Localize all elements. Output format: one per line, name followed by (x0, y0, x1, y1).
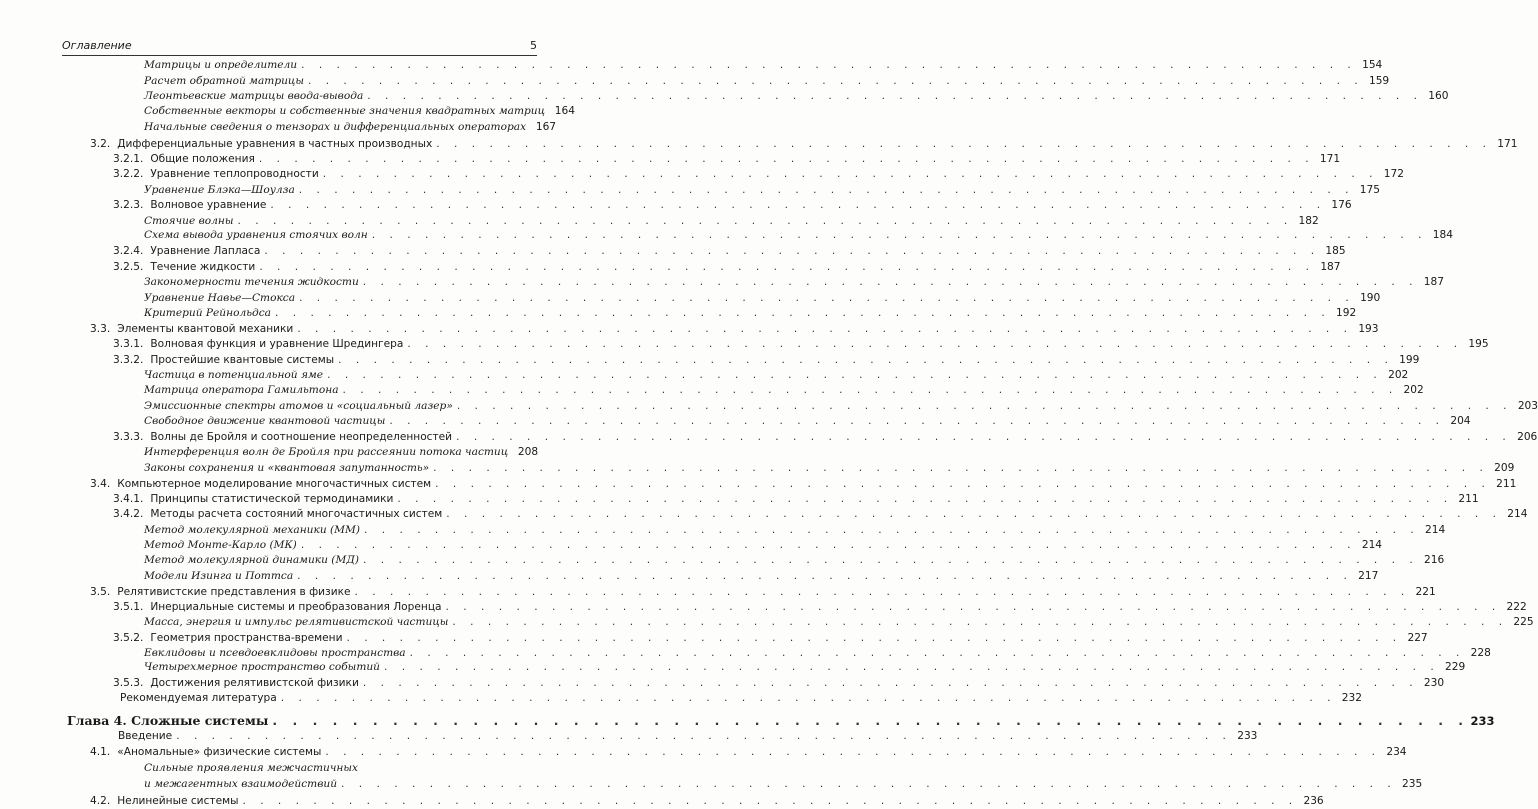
running-head-title: Оглавление (62, 39, 132, 52)
dot-leader: . . . . . . . . . . . . . . . . . . . . . . . . . . . . . . . . . . . . . . . . . . . . . . . . . . . . . . . . . . . . (297, 323, 1353, 335)
entry-title: Волновая функция и уравнение Шредингера (150, 338, 404, 350)
toc-entry[interactable] (144, 89, 1449, 104)
section-number: 3.3.1. (113, 338, 144, 350)
toc-entry[interactable] (144, 104, 576, 119)
entry-page-number: 221 (1415, 586, 1436, 598)
dot-leader: . . . . . . . . . . . . . . . . . . . . . . . . . . . . . . . . . . . . . . . . . . . . . . . . . . . . . . . . . . . . (325, 746, 1381, 758)
entry-page-number: 206 (1517, 431, 1538, 443)
section-number: 3.2.3. (113, 199, 144, 211)
section-number: 4.2. (90, 795, 111, 807)
entry-page-number: 171 (1497, 138, 1518, 150)
toc-entry[interactable] (90, 137, 1518, 152)
entry-title: Свободное движение квантовой частицы (144, 415, 386, 427)
toc-entry[interactable] (90, 477, 1517, 492)
entry-page-number: 171 (1319, 153, 1341, 165)
entry-title: Дифференциальные уравнения в частных производных (117, 138, 433, 150)
entry-title: Инерциальные системы и преобразования Лоренца (150, 601, 442, 613)
dot-leader: . . . . . . . . . . . . . . . . . . . . . . . . . . . . . . . . . . . . . . . . . . . . . . . . . . . . . . . . . . . . (242, 795, 1298, 807)
entry-title: Расчет обратной матрицы (144, 75, 304, 87)
section-number: 3.3. (90, 323, 111, 335)
section-number: 3.5.3. (113, 677, 144, 689)
dot-leader: . . . . . . . . . . . . . . . . . . . . . . . . . . . . . . . . . . . . . . . . . . . . . . . . . . . . . . . . . . . . (452, 616, 1508, 628)
entry-page-number: 175 (1359, 184, 1380, 196)
entry-title: Собственные векторы и собственные значения квадратных матриц (144, 105, 546, 117)
entry-title: Законы сохранения и «квантовая запутанность» (144, 462, 430, 474)
toc-entry[interactable] (90, 585, 1436, 600)
toc-entry[interactable] (144, 399, 1538, 414)
entry-title: и межагентных взаимодействий (144, 778, 338, 790)
entry-title: Уравнение Навье—Стокса (144, 292, 296, 304)
toc-entry[interactable] (144, 183, 1380, 198)
entry-page-number: 167 (535, 121, 557, 133)
dot-leader: . . . . . . . . . . . . . . . . . . . . . . . . . . . . . . . . . . . . . . . . . . . . . . . . . . . . . . . . . . . . (362, 677, 1419, 689)
entry-title: Эмиссионные спектры атомов и «социальный лазер» (144, 400, 453, 412)
dot-leader: . . . . . . . . . . . . . . . . . . . . . . . . . . . . . . . . . . . . . . . . . . . . . . . . . . . . . . . . . . . . (363, 524, 1420, 536)
section-number: 3.5.1. (113, 601, 144, 613)
section-number: 3.5.2. (113, 632, 144, 644)
dot-leader: . . . . . . . . . . . . . . . . . . . . . . . . . . . . . . . . . . . . . . . . . . . . . . . . . . . . . . . . . . . . (367, 90, 1423, 102)
toc-entry[interactable] (144, 523, 1446, 538)
toc-entry[interactable] (144, 660, 1466, 675)
entry-title: Нелинейные системы (117, 795, 239, 807)
toc-entry[interactable] (144, 777, 1423, 792)
entry-title: Достижения релятивистской физики (150, 677, 359, 689)
entry-page-number: 185 (1325, 245, 1346, 257)
toc-entry[interactable] (144, 383, 1424, 398)
toc-entry[interactable] (144, 761, 537, 776)
dot-leader: . . . . . . . . . . . . . . . . . . . . . . . . . . . . . . . . . . . . . . . . . . . . . . . . . . . . . . . . . . . . (307, 75, 1364, 87)
dot-leader: . . . . . . . . . . . . . . . . . . . . . . . . . . . . . . . . . . . . . . . . . . . . . . . . . . . . . . . . . . . . (301, 59, 1357, 71)
entry-page-number: 232 (1341, 692, 1363, 704)
entry-page-number: 184 (1432, 229, 1454, 241)
section-number: 3.2.1. (113, 153, 144, 165)
toc-entry[interactable] (113, 492, 1479, 507)
entry-title: Матрица оператора Гамильтона (144, 384, 339, 396)
toc-entry[interactable] (144, 414, 1471, 429)
dot-leader: . . . . . . . . . . . . . . . . . . . . . . . . . . . . . . . . . . . . . . . . . . . . . . . . . . . . . . . . . . . . (409, 647, 1465, 659)
dot-leader: . . . . . . . . . . . . . . . . . . . . . . . . . . . . . . . . . . . . . . . . . . . . . . . . . . . . . . . . . . . . (322, 168, 1378, 180)
entry-title: Закономерности течения жидкости (144, 276, 359, 288)
entry-page-number: 228 (1470, 647, 1491, 659)
entry-title: Течение жидкости (150, 261, 256, 273)
dot-leader: . . . . . . . . . . . . . . . . . . . . . . . . . . . . . . . . . . . . . . . . . . . . . . . . . . . . . . . . . . . . (259, 261, 1315, 273)
toc-entry[interactable] (118, 729, 1258, 744)
entry-page-number: 233 (1237, 730, 1258, 742)
entry-page-number: 222 (1506, 601, 1527, 613)
toc-entry[interactable] (144, 228, 1454, 243)
entry-title: Уравнение Блэка—Шоулза (144, 184, 295, 196)
entry-title: Компьютерное моделирование многочастичных систем (117, 478, 432, 490)
toc-entry[interactable] (90, 322, 1379, 337)
entry-page-number: 202 (1388, 369, 1409, 381)
entry-page-number: 182 (1298, 215, 1319, 227)
entry-page-number: 202 (1403, 384, 1424, 396)
toc-entry[interactable] (113, 631, 1428, 646)
toc-entry[interactable] (113, 198, 1352, 213)
dot-leader: . . . . . . . . . . . . . . . . . . . . . . . . . . . . . . . . . . . . . . . . . . . . . . . . . . . . . . . . . . . . (342, 384, 1398, 396)
section-number: 3.4. (90, 478, 111, 490)
section-number: 3.3.3. (113, 431, 144, 443)
dot-leader: . . . . . . . . . . . . . . . . . . . . . . . . . . . . . . . . . . . . . . . . . . . . . . . . . . . . . . . . . . . . (433, 462, 1489, 474)
entry-page-number: 208 (517, 446, 539, 458)
entry-page-number: 159 (1368, 75, 1390, 87)
dot-leader: . . . . . . . . . . . . . . . . . . . . . . . . . . . . . . . . . . . . . . . . . . . . . . . . . . . . . . . . . . . . (456, 431, 1512, 443)
entry-page-number: 211 (1458, 493, 1479, 505)
toc-entry[interactable] (144, 538, 1383, 553)
entry-title: Глава 4. Сложные системы (67, 713, 269, 728)
dot-leader: . . . . . . . . . . . . . . . . . . . . . . . . . . . . . . . . . . . . . . . . . . . . . . . . . . . . . . . . . . . . (270, 199, 1326, 211)
entry-title: Метод Монте-Карло (МК) (144, 539, 297, 551)
dot-leader: . . . . . . . . . . . . . . . . . . . . . . . . . . . . . . . . . . . . . . . . . . . . . . . . . . . . . . . . . . . . (280, 692, 1337, 704)
entry-page-number: 214 (1424, 524, 1446, 536)
dot-leader: . . . . . . . . . . . . . . . . . . . . . . . . . . . . . . . . . . . . . . . . . . . . . . . . . . . . . . . . . . . . (397, 493, 1453, 505)
entry-page-number: 192 (1335, 307, 1357, 319)
entry-page-number: 164 (554, 105, 576, 117)
toc-entry[interactable] (113, 600, 1527, 615)
dot-leader: . . . . . . . . . . . . . . . . . . . . . . . . . . . . . . . . . . . . . . . . . . . . . . . . . . . . . . . . . . . . (327, 369, 1383, 381)
entry-page-number: 236 (1303, 795, 1324, 807)
toc-entry[interactable] (113, 244, 1346, 259)
dot-leader: . . . . . . . . . . . . . . . . . . . . . . . . . . . . . . . . . . . . . . . . . . . . . . . . . . . . . . . . . . . . (446, 508, 1502, 520)
entry-title: Волны де Бройля и соотношение неопределенностей (150, 431, 453, 443)
section-number: 3.2.4. (113, 245, 144, 257)
dot-leader: . . . . . . . . . . . . . . . . . . . . . . . . . . . . . . . . . . . . . . . . . . . . . . . . . . . . . . . . . . . . (258, 153, 1315, 165)
entry-title: Начальные сведения о тензорах и дифференциальных операторах (144, 121, 527, 133)
entry-title: Леонтьевские матрицы ввода-вывода (144, 90, 364, 102)
dot-leader: . . . . . . . . . . . . . . . . . . . . . . . . . . . . . . . . . . . . . . . . . . . . . . . . . . . . . . . . . . . . (264, 245, 1320, 257)
entry-title: Элементы квантовой механики (117, 323, 294, 335)
toc-entry[interactable] (113, 353, 1420, 368)
entry-page-number: 193 (1358, 323, 1379, 335)
entry-title: Сильные проявления межчастичных (144, 762, 359, 774)
toc-entry[interactable] (113, 430, 1538, 445)
entry-page-number: 204 (1450, 415, 1471, 427)
dot-leader: . . . . . . . . . . . . . . . . . . . . . . . . . . . . . . . . . . . . . . . . . . . . . . . . . . . . . . . . . . . . (272, 713, 1469, 728)
entry-page-number: 209 (1494, 462, 1515, 474)
entry-page-number: 225 (1513, 616, 1534, 628)
toc-entry[interactable] (144, 275, 1445, 290)
toc-entry[interactable] (113, 676, 1445, 691)
dot-leader: . . . . . . . . . . . . . . . . . . . . . . . . . . . . . . . . . . . . . . . . . . . . . . . . . . . . . . . . . . . . (176, 730, 1232, 742)
entry-page-number: 203 (1517, 400, 1538, 412)
dot-leader: . . . . . . . . . . . . . . . . . . . . . . . . . . . . . . . . . . . . . . . . . . . . . . . . . . . . . . . . . . . . (456, 400, 1513, 412)
section-number: 3.2. (90, 138, 111, 150)
dot-leader: . . . . . . . . . . . . . . . . . . . . . . . . . . . . . . . . . . . . . . . . . . . . . . . . . . . . . . . . . . . . (389, 415, 1445, 427)
entry-page-number: 176 (1331, 199, 1352, 211)
entry-page-number: 214 (1361, 539, 1383, 551)
entry-page-number: 227 (1407, 632, 1428, 644)
section-number: 3.2.5. (113, 261, 144, 273)
toc-entry[interactable] (113, 337, 1489, 352)
dot-leader: . . . . . . . . . . . . . . . . . . . . . . . . . . . . . . . . . . . . . . . . . . . . . . . . . . . . . . . . . . . . (338, 354, 1394, 366)
toc-entry[interactable] (113, 152, 1341, 167)
entry-page-number: 233 (1470, 714, 1495, 728)
dot-leader: . . . . . . . . . . . . . . . . . . . . . . . . . . . . . . . . . . . . . . . . . . . . . . . . . . . . . . . . . . . . (435, 478, 1491, 490)
dot-leader: . . . . . . . . . . . . . . . . . . . . . . . . . . . . . . . . . . . . . . . . . . . . . . . . . . . . . . . . . . . . (299, 292, 1355, 304)
entry-title: Модели Изинга и Поттса (144, 570, 294, 582)
dot-leader: . . . . . . . . . . . . . . . . . . . . . . . . . . . . . . . . . . . . . . . . . . . . . . . . . . . . . . . . . . . . (371, 229, 1428, 241)
entry-page-number: 160 (1428, 90, 1449, 102)
dot-leader: . . . . . . . . . . . . . . . . . . . . . . . . . . . . . . . . . . . . . . . . . . . . . . . . . . . . . . . . . . . . (436, 138, 1492, 150)
dot-leader: . . . . . . . . . . . . . . . . . . . . . . . . . . . . . . . . . . . . . . . . . . . . . . . . . . . . . . . . . . . . (298, 184, 1354, 196)
toc-entry[interactable] (113, 260, 1341, 275)
entry-title: Введение (118, 730, 173, 742)
dot-leader: . . . . . . . . . . . . . . . . . . . . . . . . . . . . . . . . . . . . . . . . . . . . . . . . . . . . . . . . . . . . (362, 276, 1419, 288)
dot-leader: . . . . . . . . . . . . . . . . . . . . . . . . . . . . . . . . . . . . . . . . . . . . . . . . . . . . . . . . . . . . (237, 215, 1293, 227)
entry-title: Уравнение теплопроводности (150, 168, 319, 180)
entry-title: Метод молекулярной динамики (МД) (144, 554, 360, 566)
entry-page-number: 190 (1360, 292, 1381, 304)
entry-title: Евклидовы и псевдоевклидовы пространства (144, 647, 406, 659)
entry-page-number: 187 (1423, 276, 1445, 288)
section-number: 3.4.1. (113, 493, 144, 505)
section-number: 3.3.2. (113, 354, 144, 366)
dot-leader: . . . . . . . . . . . . . . . . . . . . . . . . . . . . . . . . . . . . . . . . . . . . . . . . . . . . . . . . . . . . (354, 586, 1410, 598)
toc-entry[interactable] (144, 646, 1491, 661)
toc-entry[interactable] (90, 794, 1324, 809)
toc-entry[interactable] (144, 615, 1534, 630)
section-number: 3.4.2. (113, 508, 144, 520)
entry-title: Рекомендуемая литература (120, 692, 277, 704)
toc-entry[interactable] (144, 58, 1383, 73)
entry-title: Схема вывода уравнения стоячих волн (144, 229, 368, 241)
toc-entry[interactable] (144, 214, 1319, 229)
dot-leader: . . . . . . . . . . . . . . . . . . . . . . . . . . . . . . . . . . . . . . . . . . . . . . . . . . . . . . . . . . . . (445, 601, 1501, 613)
entry-title: Четырехмерное пространство событий (144, 661, 381, 673)
entry-page-number: 199 (1399, 354, 1420, 366)
entry-title: Релятивистские представления в физике (117, 586, 351, 598)
entry-page-number: 172 (1383, 168, 1404, 180)
entry-title: Критерий Рейнольдса (144, 307, 271, 319)
entry-page-number: 154 (1362, 59, 1383, 71)
entry-title: Частица в потенциальной яме (144, 369, 324, 381)
toc-entry[interactable] (120, 691, 1363, 706)
entry-title: Принципы статистической термодинамики (150, 493, 394, 505)
entry-title: Интерференция волн де Бройля при рассеянии потока частиц (144, 446, 509, 458)
section-number: 3.2.2. (113, 168, 144, 180)
entry-title: Простейшие квантовые системы (150, 354, 335, 366)
entry-page-number: 235 (1402, 778, 1423, 790)
dot-leader: . . . . . . . . . . . . . . . . . . . . . . . . . . . . . . . . . . . . . . . . . . . . . . . . . . . . . . . . . . . . (297, 570, 1353, 582)
entry-page-number: 234 (1386, 746, 1407, 758)
dot-leader: . . . . . . . . . . . . . . . . . . . . . . . . . . . . . . . . . . . . . . . . . . . . . . . . . . . . . . . . . . . . (346, 632, 1402, 644)
dot-leader: . . . . . . . . . . . . . . . . . . . . . . . . . . . . . . . . . . . . . . . . . . . . . . . . . . . . . . . . . . . . (384, 661, 1440, 673)
entry-title: Метод молекулярной механики (ММ) (144, 524, 360, 536)
toc-entry[interactable] (90, 745, 1407, 760)
entry-title: Геометрия пространства-времени (150, 632, 343, 644)
dot-leader: . . . . . . . . . . . . . . . . . . . . . . . . . . . . . . . . . . . . . . . . . . . . . . . . . . . . . . . . . . . . (363, 554, 1419, 566)
entry-title: Волновое уравнение (150, 199, 267, 211)
entry-page-number: 195 (1468, 338, 1489, 350)
toc-entry[interactable] (144, 291, 1381, 306)
section-number: 3.5. (90, 586, 111, 598)
entry-title: Методы расчета состояний многочастичных систем (150, 508, 443, 520)
entry-page-number: 216 (1424, 554, 1445, 566)
page-number: 5 (530, 39, 537, 52)
toc-entry[interactable] (67, 713, 1495, 728)
entry-page-number: 214 (1507, 508, 1528, 520)
dot-leader: . . . . . . . . . . . . . . . . . . . . . . . . . . . . . . . . . . . . . . . . . . . . . . . . . . . . . . . . . . . . (300, 539, 1357, 551)
section-number: 4.1. (90, 746, 111, 758)
entry-page-number: 229 (1445, 661, 1466, 673)
entry-title: Уравнение Лапласа (150, 245, 261, 257)
entry-page-number: 230 (1423, 677, 1445, 689)
entry-title: Матрицы и определители (144, 59, 298, 71)
running-head (62, 37, 537, 56)
toc-entry[interactable] (144, 368, 1409, 383)
dot-leader: . . . . . . . . . . . . . . . . . . . . . . . . . . . . . . . . . . . . . . . . . . . . . . . . . . . . . . . . . . . . (407, 338, 1463, 350)
dot-leader: . . . . . . . . . . . . . . . . . . . . . . . . . . . . . . . . . . . . . . . . . . . . . . . . . . . . . . . . . . . . (274, 307, 1331, 319)
entry-title: Общие положения (150, 153, 255, 165)
dot-leader: . . . . . . . . . . . . . . . . . . . . . . . . . . . . . . . . . . . . . . . . . . . . . . . . . . . . . . . . . . . . (341, 778, 1397, 790)
toc-entry[interactable] (144, 445, 537, 460)
entry-title: Масса, энергия и импульс релятивистской частицы (144, 616, 449, 628)
toc-entry[interactable] (113, 167, 1404, 182)
toc-entry[interactable] (113, 507, 1528, 522)
toc-entry[interactable] (144, 553, 1445, 568)
entry-title: Стоячие волны (144, 215, 234, 227)
entry-page-number: 217 (1358, 570, 1379, 582)
entry-page-number: 187 (1320, 261, 1341, 273)
toc-entry[interactable] (144, 74, 1390, 89)
entry-title: «Аномальные» физические системы (117, 746, 322, 758)
entry-page-number: 211 (1496, 478, 1517, 490)
